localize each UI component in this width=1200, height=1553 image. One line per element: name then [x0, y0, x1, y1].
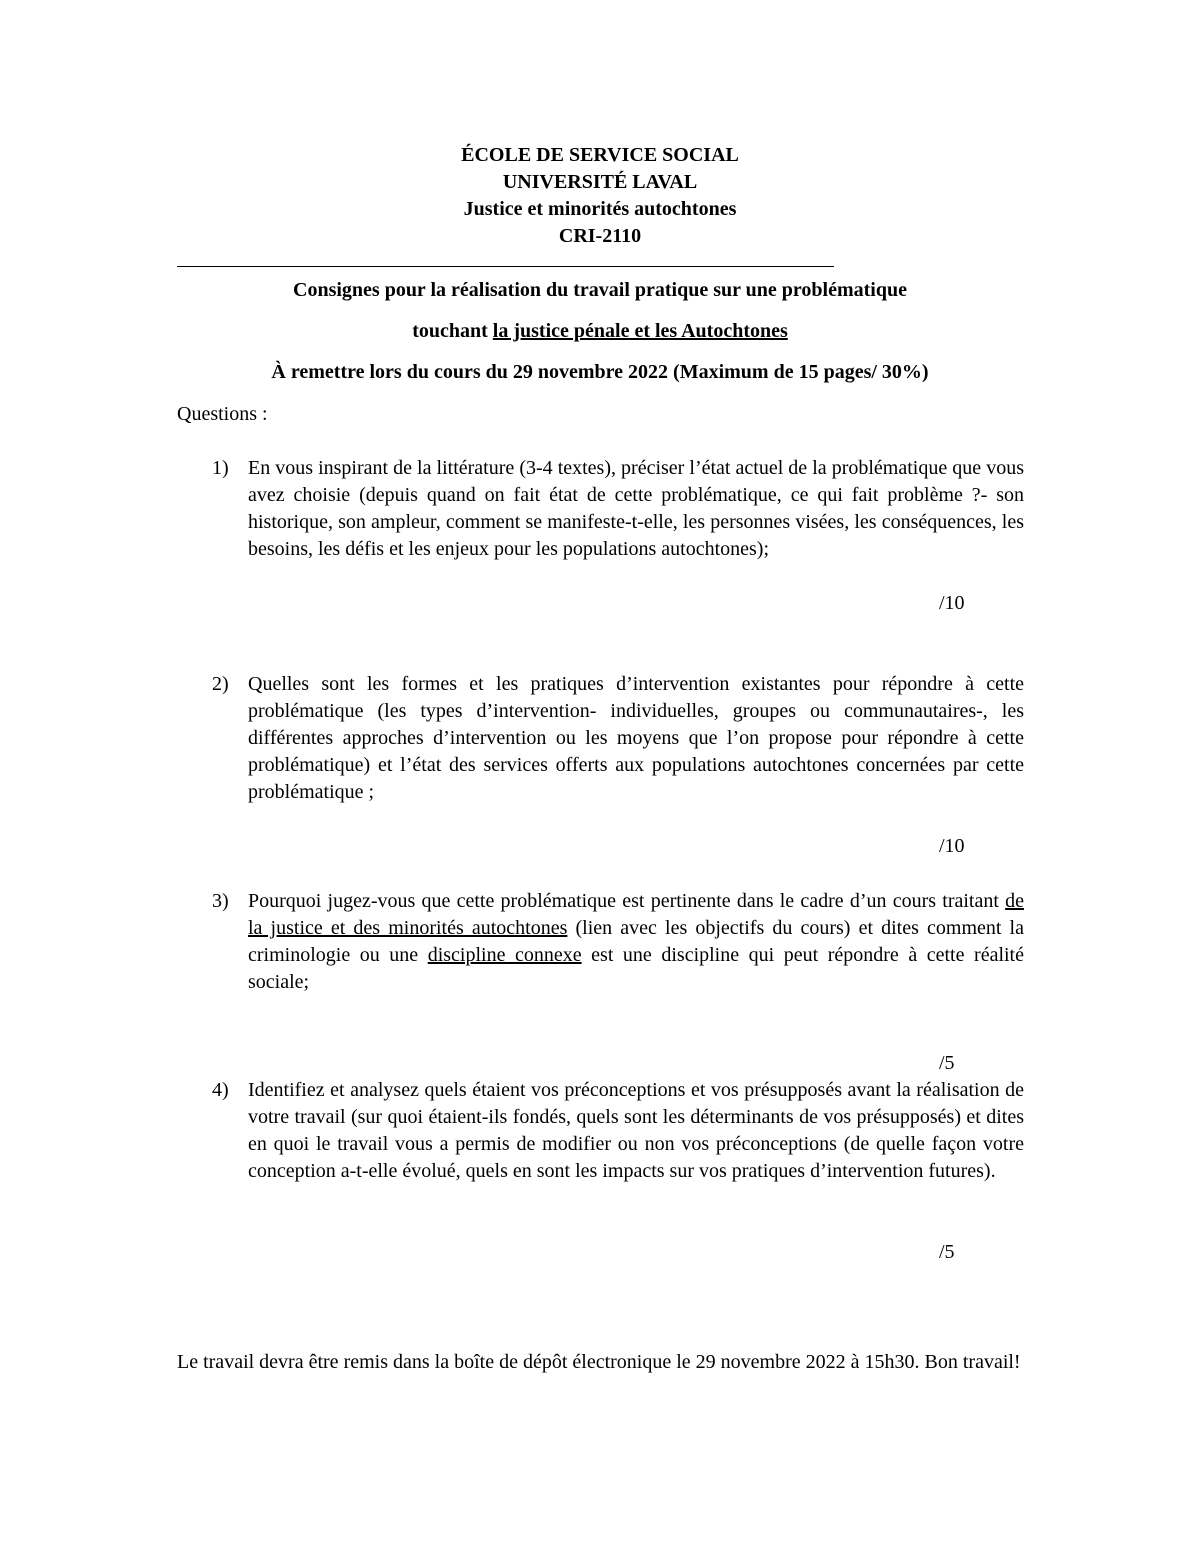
course-title: Justice et minorités autochtones [463, 198, 737, 220]
course-code: CRI-2110 [558, 225, 642, 247]
question-1-text: En vous inspirant de la littérature (3-4 textes), préciser l’état actuel de la problématique que vous avez choisie (depuis quand on fait état de cette problématique, ce qui fait problème ?- son historique, son ampleur, comment se manifeste-t-elle, les personnes visées, les conséquences, les besoins, les défis et les enjeux pour les populations autochtones); [248, 457, 1024, 560]
question-3-text-c: est une discipline qui peut répondre à cette réalité sociale; [248, 944, 1024, 993]
university-name: UNIVERSITÉ LAVAL [502, 171, 698, 193]
consignes-topic: la justice pénale et les Autochtones [492, 320, 788, 342]
question-4-text: Identifiez et analysez quels étaient vos préconceptions et vos présupposés avant la réalisation de votre travail (sur quoi étaient-ils fondés, quels sont les déterminants de vos présupposés) et dites en quoi le travail vous a permis de modifier ou non vos préconceptions (de quelle façon votre conception a-t-elle évolué, quels en sont les impacts sur vos pratiques d’intervention futures). [248, 1079, 1024, 1182]
question-3-text-b: (lien avec les objectifs du cours) et dites comment la criminologie ou une [248, 917, 1024, 966]
school-name: ÉCOLE DE SERVICE SOCIAL [461, 144, 739, 166]
question-4-number: 4) [212, 1079, 229, 1101]
footer-note: Le travail devra être remis dans la boîte de dépôt électronique le 29 novembre 2022 à 15h30. Bon travail! [177, 1351, 1021, 1373]
question-1-number: 1) [212, 457, 229, 479]
document-header [0, 142, 1200, 250]
question-3-underlined-topic: de la justice et des minorités autochtones [248, 890, 1024, 939]
question-2-number: 2) [212, 673, 229, 695]
consignes-line-2-prefix: touchant [412, 320, 493, 342]
question-3-text [248, 888, 1024, 996]
question-3-underlined-discipline: discipline connexe [427, 944, 582, 966]
question-3-text-a: Pourquoi jugez-vous que cette problématique est pertinente dans le cadre d’un cours traitant [248, 890, 1006, 912]
question-4-score: /5 [939, 1241, 955, 1263]
question-1-score: /10 [939, 592, 965, 614]
header-divider [177, 266, 834, 267]
deadline: À remettre lors du cours du 29 novembre 2022 (Maximum de 15 pages/ 30%) [271, 361, 929, 383]
question-3-score: /5 [939, 1052, 955, 1074]
consignes-line-1: Consignes pour la réalisation du travail pratique sur une problématique [293, 279, 907, 301]
consignes-line-2 [0, 318, 1200, 345]
questions-label: Questions : [177, 403, 268, 425]
question-3-number: 3) [212, 890, 229, 912]
question-2-score: /10 [939, 835, 965, 857]
question-2-text: Quelles sont les formes et les pratiques d’intervention existantes pour répondre à cette problématique (les types d’intervention- individuelles, groupes ou communautaires-, les différentes approches d’intervention ou les moyens que l’on propose pour répondre à cette problématique) et l’état des services offerts aux populations autochtones concernées par cette problématique ; [248, 673, 1024, 803]
